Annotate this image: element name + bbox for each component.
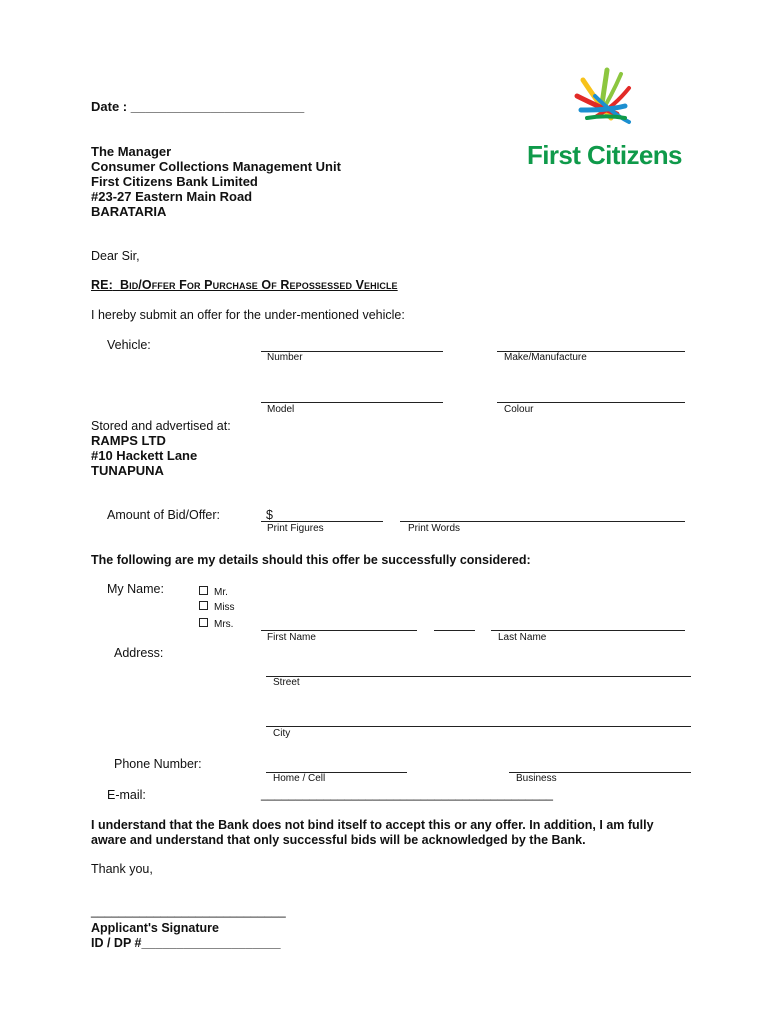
intro-text: I hereby submit an offer for the under-mentioned vehicle: <box>91 308 405 322</box>
recipient-line: Consumer Collections Management Unit <box>91 159 341 174</box>
bid-words-caption: Print Words <box>408 523 461 534</box>
bank-logo <box>525 66 685 176</box>
subject-prefix: RE: <box>91 278 113 292</box>
subject-text: Bid/Offer For Purchase Of Repossessed Vehicle <box>119 278 398 292</box>
first-name-caption: First Name <box>267 632 316 643</box>
id-field[interactable] <box>91 936 281 950</box>
storage-label: Stored and advertised at: <box>91 419 231 433</box>
bid-words-line[interactable] <box>400 521 685 522</box>
signature-blank[interactable]: ____________________________ <box>91 904 286 918</box>
declaration-line: aware and understand that only successful bids will be acknowledged by the Bank. <box>91 833 586 847</box>
title-miss-label: Miss <box>214 602 235 613</box>
declaration <box>91 818 654 848</box>
details-heading: The following are my details should this offer be successfully considered: <box>91 553 531 567</box>
salutation: Dear Sir, <box>91 249 140 263</box>
city-caption: City <box>273 728 291 739</box>
vehicle-number-caption: Number <box>267 352 303 363</box>
bid-label: Amount of Bid/Offer: <box>107 508 221 522</box>
last-name-caption: Last Name <box>498 632 547 643</box>
bid-figures-caption: Print Figures <box>267 523 324 534</box>
recipient-line: First Citizens Bank Limited <box>91 174 258 189</box>
phone-label: Phone Number: <box>114 757 202 771</box>
vehicle-model-line[interactable] <box>261 402 443 403</box>
subject-line <box>91 278 398 292</box>
city-line[interactable] <box>266 726 691 727</box>
recipient-line: BARATARIA <box>91 204 167 219</box>
street-caption: Street <box>273 677 300 688</box>
vehicle-model-caption: Model <box>267 404 295 415</box>
vehicle-make-caption: Make/Manufacture <box>504 352 587 363</box>
first-citizens-logo-icon <box>525 66 685 136</box>
home-phone-caption: Home / Cell <box>273 773 326 784</box>
first-name-line[interactable] <box>261 630 417 631</box>
currency-symbol: $ <box>266 508 273 522</box>
id-blank[interactable]: ____________________ <box>141 936 281 950</box>
title-option-mr[interactable] <box>199 586 228 598</box>
recipient-address <box>91 144 341 219</box>
checkbox-miss[interactable] <box>199 601 208 610</box>
title-mrs-label: Mrs. <box>214 619 234 630</box>
closing: Thank you, <box>91 862 153 876</box>
recipient-line: The Manager <box>91 144 172 159</box>
vehicle-colour-caption: Colour <box>504 404 534 415</box>
name-label: My Name: <box>107 582 164 596</box>
storage-line: TUNAPUNA <box>91 463 164 478</box>
date-blank[interactable]: ________________________ <box>130 99 305 114</box>
signature-label: Applicant's Signature <box>91 921 219 935</box>
middle-initial-line[interactable] <box>434 630 475 631</box>
vehicle-label: Vehicle: <box>107 338 151 352</box>
date-field[interactable] <box>91 99 304 114</box>
title-mr-label: Mr. <box>214 587 228 598</box>
storage-address <box>91 433 197 478</box>
declaration-line: I understand that the Bank does not bind itself to accept this or any offer. In addition, I am fully <box>91 818 654 832</box>
title-option-miss[interactable] <box>199 601 235 613</box>
email-blank[interactable]: __________________________________________ <box>261 787 553 801</box>
street-line[interactable] <box>266 676 691 677</box>
checkbox-mr[interactable] <box>199 586 208 595</box>
checkbox-mrs[interactable] <box>199 618 208 627</box>
storage-line: RAMPS LTD <box>91 433 166 448</box>
id-label: ID / DP # <box>91 936 142 950</box>
title-option-mrs[interactable] <box>199 618 233 630</box>
logo-wordmark: First Citizens <box>527 140 682 170</box>
address-label: Address: <box>114 646 164 660</box>
email-label: E-mail: <box>107 788 146 802</box>
business-phone-caption: Business <box>516 773 557 784</box>
bid-figures-line[interactable] <box>261 521 383 522</box>
storage-line: #10 Hackett Lane <box>91 448 198 463</box>
recipient-line: #23-27 Eastern Main Road <box>91 189 253 204</box>
last-name-line[interactable] <box>491 630 685 631</box>
vehicle-colour-line[interactable] <box>497 402 685 403</box>
date-label: Date : <box>91 99 131 114</box>
